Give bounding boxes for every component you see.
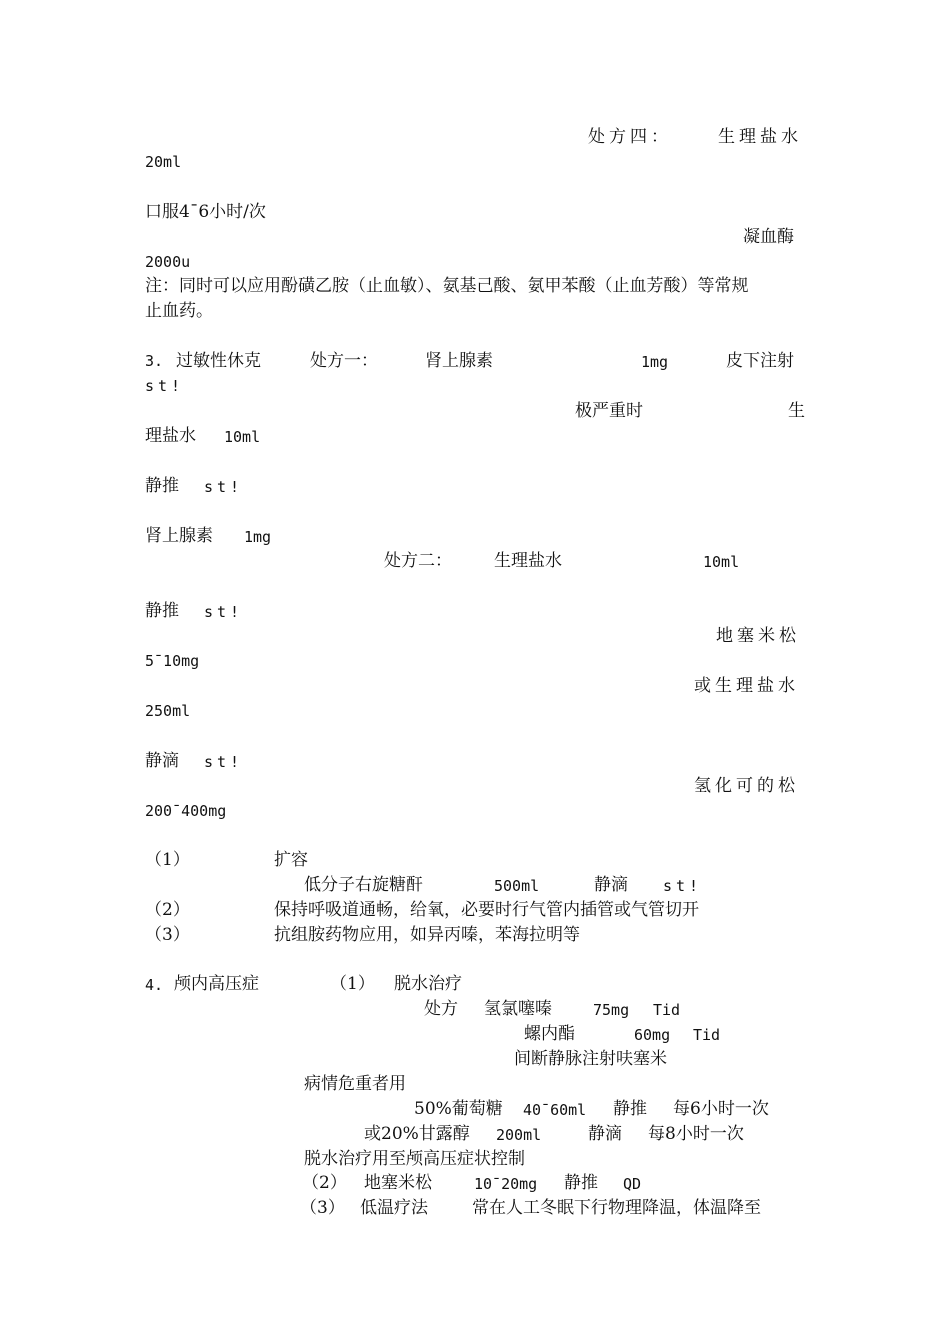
drug-name: 或20%甘露醇 [364, 1124, 470, 1144]
drug-name: 生理盐水 [494, 551, 562, 571]
drug-name: 氢氯噻嗪 [484, 999, 552, 1019]
list-number: （3） [300, 1198, 345, 1218]
route: 静滴 [594, 875, 628, 895]
list-item-text: 常在人工冬眠下行物理降温，体温降至 [472, 1198, 761, 1218]
route: 静推 [145, 601, 179, 621]
list-item-title: 脱水治疗 [394, 974, 462, 994]
frequency: st! [663, 877, 703, 895]
drug-name: 氢化可的松 [694, 776, 799, 796]
frequency: QD [623, 1175, 642, 1193]
route: 静滴 [588, 1124, 622, 1144]
drug-name: 地塞米松 [364, 1173, 432, 1193]
note-continued: 止血药。 [145, 301, 213, 321]
frequency: st! [204, 753, 244, 771]
route: 静推 [564, 1173, 598, 1193]
dose: 1mg [244, 528, 272, 546]
drug-name: 凝血酶 [743, 227, 794, 247]
usage: 口服4¯6小时/次 [145, 202, 266, 222]
list-item-text: 保持呼吸道通畅，给氧，必要时行气管内插管或气管切开 [274, 900, 699, 920]
prescription-label: 处方四： [588, 127, 672, 147]
section-title: 过敏性休克 [176, 351, 261, 371]
drug-name: 生理盐水 [718, 127, 802, 147]
frequency: st! [204, 603, 244, 621]
dose: 1mg [641, 353, 669, 371]
dose: 500ml [494, 877, 540, 895]
drug-name: 低分子右旋糖酐 [304, 875, 423, 895]
dose: 200ml [496, 1126, 542, 1144]
dose: 5¯10mg [145, 652, 200, 670]
instruction: 间断静脉注射呋塞米 [514, 1049, 667, 1069]
instruction: 脱水治疗用至颅高压症状控制 [304, 1149, 525, 1169]
prescription-label: 处方一： [310, 351, 378, 371]
list-item-title: 扩容 [274, 850, 308, 870]
drug-name: 生 [788, 401, 805, 421]
drug-name: 地塞米松 [716, 626, 800, 646]
frequency: 每8小时一次 [648, 1124, 744, 1144]
frequency: 每6小时一次 [673, 1099, 769, 1119]
list-number: （2） [302, 1173, 347, 1193]
frequency: st! [145, 377, 185, 395]
drug-name: 肾上腺素 [145, 526, 213, 546]
section-title: 颅内高压症 [174, 974, 259, 994]
condition-note: 极严重时 [575, 401, 643, 421]
dose: 10¯20mg [474, 1175, 538, 1193]
list-item-text: 抗组胺药物应用，如异丙嗪，苯海拉明等 [274, 925, 580, 945]
route: 静推 [613, 1099, 647, 1119]
frequency: Tid [693, 1026, 721, 1044]
route: 皮下注射 [726, 351, 794, 371]
dose: 60mg [634, 1026, 671, 1044]
dose: 10ml [703, 553, 740, 571]
drug-name: 肾上腺素 [425, 351, 493, 371]
dose: 2000u [145, 253, 191, 271]
frequency: st! [204, 478, 244, 496]
route: 静滴 [145, 751, 179, 771]
section-number: 3. [145, 352, 164, 370]
section-number: 4. [145, 976, 164, 994]
dose: 40¯60ml [523, 1101, 587, 1119]
list-number: （3） [145, 925, 190, 945]
drug-name: 或生理盐水 [694, 676, 799, 696]
dose: 250ml [145, 702, 191, 720]
list-number: （1） [330, 974, 375, 994]
dose: 20ml [145, 153, 182, 171]
list-number: （1） [145, 850, 190, 870]
prescription-label: 处方二： [384, 551, 452, 571]
drug-name: 理盐水 [145, 426, 196, 446]
dose: 200¯400mg [145, 802, 227, 820]
prescription-label: 处方 [424, 999, 458, 1019]
dose: 10ml [224, 428, 261, 446]
list-number: （2） [145, 900, 190, 920]
route: 静推 [145, 476, 179, 496]
list-item-title: 低温疗法 [360, 1198, 428, 1218]
instruction: 病情危重者用 [304, 1074, 406, 1094]
frequency: Tid [653, 1001, 681, 1019]
drug-name: 50%葡萄糖 [414, 1099, 503, 1119]
drug-name: 螺内酯 [524, 1024, 575, 1044]
dose: 75mg [593, 1001, 630, 1019]
note: 注：同时可以应用酚磺乙胺（止血敏）、氨基己酸、氨甲苯酸（止血芳酸）等常规 [145, 276, 749, 296]
